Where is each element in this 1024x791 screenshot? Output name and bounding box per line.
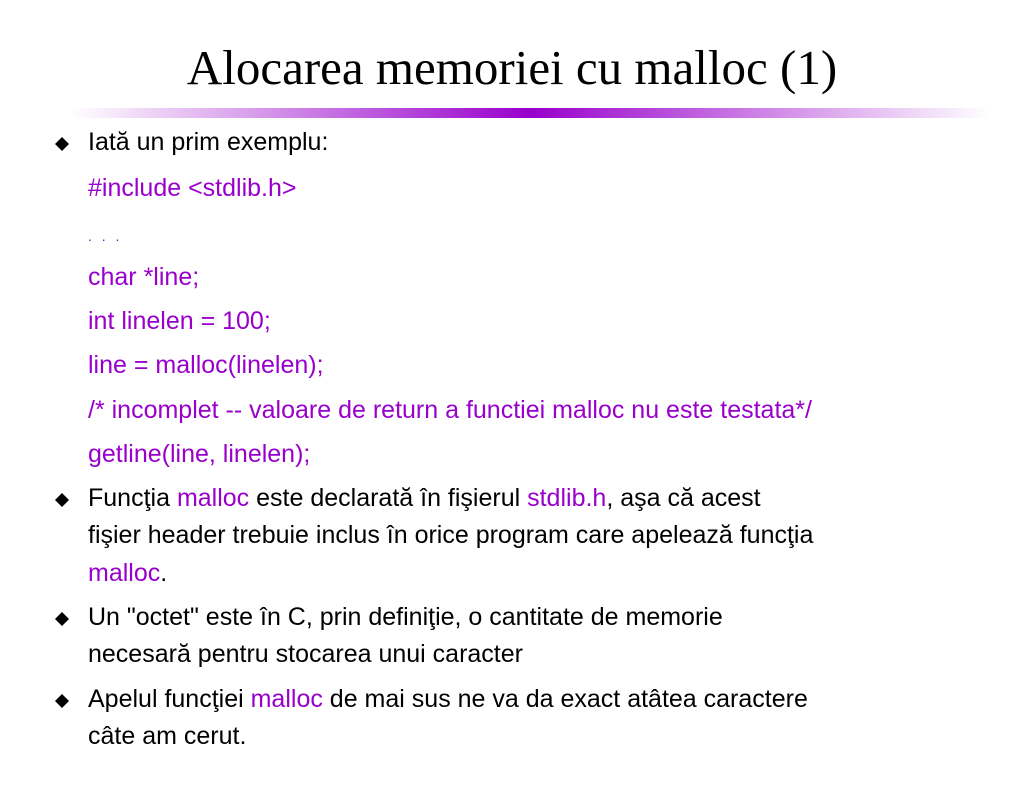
code-line-ellipsis: . . . [88,228,123,244]
diamond-icon [54,693,70,709]
bullet-1-text: Iată un prim exemplu: [88,128,329,156]
title-underline [70,108,990,118]
slide-title: Alocarea memoriei cu malloc (1) [186,40,838,95]
code-line-comment: /* incomplet -- valoare de return a functiei malloc nu este testata*/ [88,396,812,424]
bullet-2-line-1 [88,480,761,517]
keyword-malloc: malloc [88,559,161,587]
bullet-3-line-2: necesară pentru stocarea unui caracter [88,640,523,668]
keyword-malloc: malloc [176,484,250,512]
bullet-2-text-b: este declarată în fişierul [249,484,528,512]
diamond-icon [54,492,70,508]
code-line-declare-line: char *line; [88,263,200,291]
keyword-malloc: malloc [250,685,323,713]
bullet-4-line-2: câte am cerut. [88,722,247,750]
bullet-4-text-a: Apelul funcţiei [88,685,251,713]
code-line-getline: getline(line, linelen); [88,440,311,468]
diamond-icon [54,136,70,152]
code-line-declare-linelen: int linelen = 100; [88,307,271,335]
bullet-4-line-1 [88,681,808,718]
code-line-include: #include <stdlib.h> [88,174,297,202]
bullet-4-text-b: de mai sus ne va da exact atâtea caractere [322,685,808,713]
bullet-2-line-3 [88,555,167,592]
bullet-2-text-a: Funcţia [88,484,177,512]
bullet-3-line-1: Un "octet" este în C, prin definiţie, o cantitate de memorie [88,603,723,631]
bullet-2-line-2: fişier header trebuie inclus în orice program care apelează funcţia [88,521,814,549]
keyword-stdlib-h: stdlib.h [527,484,607,512]
bullet-2-text-c: , aşa că acest [606,484,761,512]
diamond-icon [54,611,70,627]
bullet-2-text-d: . [160,559,168,587]
code-line-malloc-call: line = malloc(linelen); [88,351,324,379]
